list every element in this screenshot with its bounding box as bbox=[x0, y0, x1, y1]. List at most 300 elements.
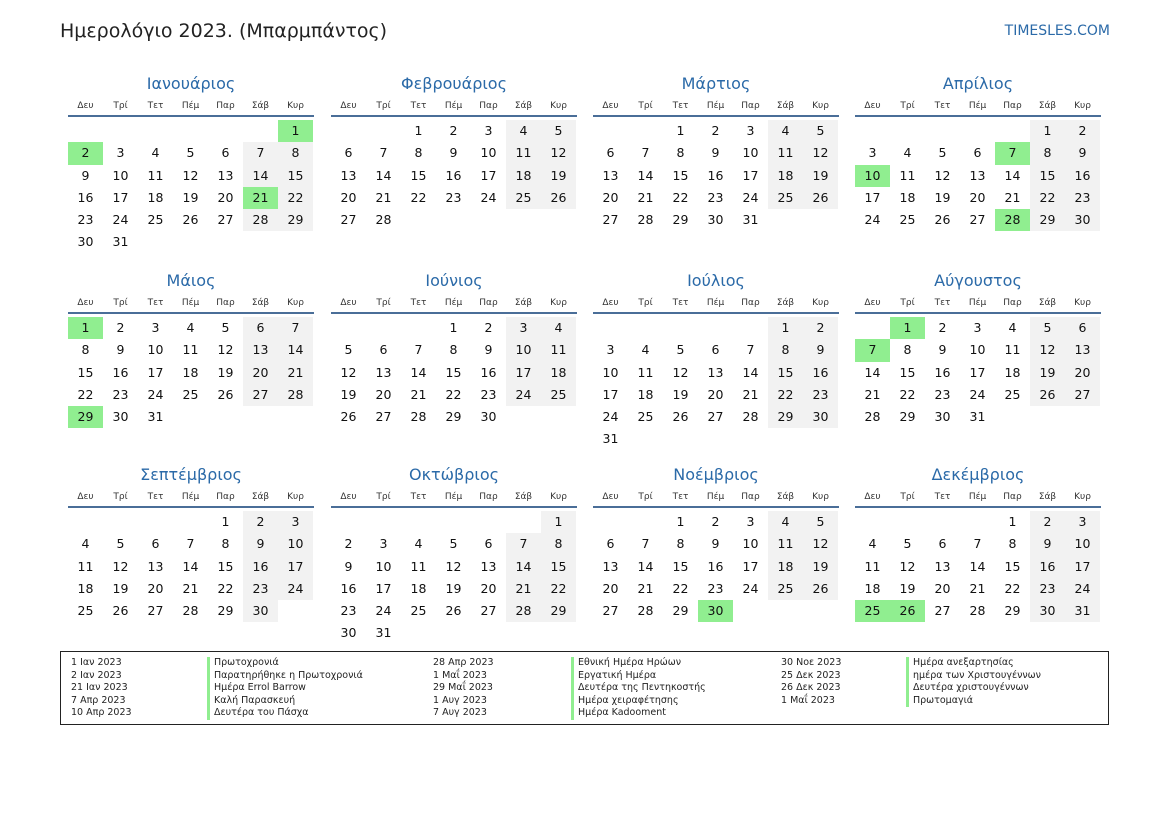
day-cell: 22 bbox=[672, 189, 689, 205]
day-cell: 13 bbox=[602, 558, 619, 574]
weekday-label: Τρί bbox=[900, 101, 915, 111]
empty-cell bbox=[995, 120, 1030, 142]
weekday-label: Παρ bbox=[1003, 298, 1022, 308]
day-cell: 5 bbox=[938, 145, 947, 161]
day-cell: 11 bbox=[768, 533, 803, 555]
day-cell: 14 bbox=[506, 556, 541, 578]
day-cell: 19 bbox=[112, 580, 129, 596]
day-cell: 3 bbox=[278, 511, 313, 533]
day-cell: 25 bbox=[541, 384, 576, 406]
day-cell: 16 bbox=[340, 580, 357, 596]
holiday-day: 1 bbox=[68, 317, 103, 339]
weekday-label: Τετ bbox=[934, 101, 951, 111]
weekday-label: Πέμ bbox=[968, 101, 987, 111]
day-cell: 13 bbox=[934, 558, 951, 574]
day-cell: 26 bbox=[112, 603, 129, 619]
day-cell: 5 bbox=[344, 342, 353, 358]
day-cell: 30 bbox=[480, 409, 497, 425]
day-cell: 31 bbox=[147, 409, 164, 425]
holiday-day: 1 bbox=[890, 317, 925, 339]
day-cell: 24 bbox=[506, 384, 541, 406]
day-cell: 25 bbox=[147, 212, 164, 228]
weekday-label: Τρί bbox=[638, 298, 653, 308]
empty-cell bbox=[628, 511, 663, 533]
weekday-header bbox=[331, 491, 577, 508]
empty-cell bbox=[506, 511, 541, 533]
day-cell: 26 bbox=[541, 187, 576, 209]
day-cell: 14 bbox=[278, 339, 313, 361]
day-cell: 9 bbox=[116, 342, 125, 358]
weekday-label: Παρ bbox=[479, 101, 498, 111]
month-name: Δεκέμβριος bbox=[931, 465, 1025, 484]
day-cell: 5 bbox=[541, 120, 576, 142]
day-cell: 12 bbox=[217, 342, 234, 358]
weekday-label: Πέμ bbox=[181, 298, 200, 308]
day-cell: 17 bbox=[506, 362, 541, 384]
day-cell: 3 bbox=[746, 514, 755, 529]
day-cell: 2 bbox=[449, 123, 458, 138]
day-cell: 27 bbox=[602, 212, 619, 228]
day-grid bbox=[331, 511, 577, 645]
day-cell: 23 bbox=[340, 603, 357, 619]
weekday-label: Σάβ bbox=[1038, 101, 1057, 111]
weekday-label: Κυρ bbox=[812, 492, 829, 502]
empty-cell bbox=[173, 120, 208, 142]
day-cell: 19 bbox=[182, 189, 199, 205]
empty-cell bbox=[698, 317, 733, 339]
weekday-label: Σάβ bbox=[251, 101, 270, 111]
day-cell: 1 bbox=[768, 317, 803, 339]
day-cell: 7 bbox=[278, 317, 313, 339]
day-cell: 24 bbox=[112, 212, 129, 228]
day-cell: 19 bbox=[899, 580, 916, 596]
day-cell: 10 bbox=[969, 342, 986, 358]
month-name: Μάιος bbox=[166, 271, 216, 290]
day-cell: 22 bbox=[217, 580, 234, 596]
day-cell: 8 bbox=[221, 536, 230, 552]
day-cell: 16 bbox=[1030, 556, 1065, 578]
weekday-label: Τρί bbox=[376, 492, 391, 502]
day-cell: 18 bbox=[768, 556, 803, 578]
day-cell: 24 bbox=[278, 578, 313, 600]
day-grid bbox=[593, 317, 839, 451]
day-cell: 18 bbox=[541, 362, 576, 384]
day-cell: 5 bbox=[803, 511, 838, 533]
weekday-header bbox=[68, 297, 314, 314]
day-cell: 7 bbox=[243, 142, 278, 164]
holiday-date: 1 Ιαν 2023 bbox=[71, 657, 122, 668]
day-cell: 27 bbox=[602, 603, 619, 619]
day-cell: 27 bbox=[969, 212, 986, 228]
day-cell: 12 bbox=[899, 558, 916, 574]
day-cell: 2 bbox=[344, 536, 353, 552]
day-cell: 8 bbox=[1030, 142, 1065, 164]
weekday-label: Δευ bbox=[602, 492, 619, 502]
weekday-label: Παρ bbox=[741, 298, 760, 308]
day-cell: 14 bbox=[182, 558, 199, 574]
day-cell: 23 bbox=[243, 578, 278, 600]
day-cell: 15 bbox=[445, 364, 462, 380]
day-cell: 20 bbox=[602, 580, 619, 596]
holiday-date: 30 Νοε 2023 bbox=[781, 657, 842, 668]
weekday-label: Πέμ bbox=[181, 101, 200, 111]
day-cell: 28 bbox=[410, 409, 427, 425]
month-calendar bbox=[331, 270, 577, 428]
empty-cell bbox=[138, 120, 173, 142]
holiday-date: 2 Ιαν 2023 bbox=[71, 669, 122, 681]
day-cell: 2 bbox=[711, 123, 720, 138]
day-cell: 17 bbox=[480, 167, 497, 183]
day-cell: 24 bbox=[147, 386, 164, 402]
day-cell: 28 bbox=[278, 384, 313, 406]
day-cell: 27 bbox=[1065, 384, 1100, 406]
day-cell: 13 bbox=[969, 167, 986, 183]
holiday-name: Καλή Παρασκευή bbox=[207, 695, 295, 708]
day-cell: 15 bbox=[899, 364, 916, 380]
day-cell: 2 bbox=[711, 514, 720, 529]
day-cell: 9 bbox=[344, 558, 353, 574]
weekday-label: Πέμ bbox=[706, 101, 725, 111]
weekday-label: Τετ bbox=[672, 101, 689, 111]
day-cell: 29 bbox=[1004, 603, 1021, 619]
day-cell: 1 bbox=[676, 514, 685, 529]
month-name: Νοέμβριος bbox=[673, 465, 759, 484]
weekday-label: Τετ bbox=[147, 492, 164, 502]
day-cell: 7 bbox=[746, 342, 755, 358]
day-cell: 16 bbox=[1065, 165, 1100, 187]
month-name: Ιούλιος bbox=[687, 271, 745, 290]
day-cell: 1 bbox=[221, 514, 230, 529]
day-cell: 21 bbox=[637, 189, 654, 205]
empty-cell bbox=[68, 511, 103, 533]
weekday-label: Τετ bbox=[934, 298, 951, 308]
day-cell: 17 bbox=[147, 364, 164, 380]
day-cell: 6 bbox=[243, 317, 278, 339]
day-cell: 1 bbox=[449, 320, 458, 335]
day-cell: 3 bbox=[1065, 511, 1100, 533]
day-cell: 10 bbox=[506, 339, 541, 361]
day-cell: 14 bbox=[637, 558, 654, 574]
weekday-label: Δευ bbox=[340, 101, 357, 111]
day-grid bbox=[68, 511, 314, 622]
day-cell: 28 bbox=[864, 409, 881, 425]
month-name: Φεβρουάριος bbox=[401, 74, 507, 93]
weekday-label: Πέμ bbox=[706, 298, 725, 308]
weekday-label: Τρί bbox=[376, 298, 391, 308]
weekday-label: Τρί bbox=[638, 492, 653, 502]
empty-cell bbox=[593, 511, 628, 533]
day-cell: 6 bbox=[379, 342, 388, 358]
weekday-label: Κυρ bbox=[812, 298, 829, 308]
day-cell: 27 bbox=[707, 409, 724, 425]
day-cell: 12 bbox=[934, 167, 951, 183]
day-cell: 23 bbox=[1030, 578, 1065, 600]
day-cell: 7 bbox=[641, 145, 650, 161]
day-grid bbox=[68, 317, 314, 428]
day-cell: 14 bbox=[637, 167, 654, 183]
day-cell: 19 bbox=[445, 580, 462, 596]
weekday-label: Παρ bbox=[741, 101, 760, 111]
day-cell: 15 bbox=[410, 167, 427, 183]
day-cell: 31 bbox=[602, 431, 619, 447]
day-cell: 13 bbox=[375, 364, 392, 380]
day-cell: 5 bbox=[186, 145, 195, 161]
day-cell: 12 bbox=[112, 558, 129, 574]
day-cell: 25 bbox=[768, 187, 803, 209]
day-cell: 8 bbox=[676, 145, 685, 161]
weekday-label: Τρί bbox=[376, 101, 391, 111]
day-cell: 25 bbox=[182, 386, 199, 402]
weekday-label: Δευ bbox=[77, 298, 94, 308]
weekday-label: Πέμ bbox=[444, 298, 463, 308]
day-cell: 5 bbox=[449, 536, 458, 552]
weekday-label: Δευ bbox=[340, 298, 357, 308]
day-cell: 21 bbox=[182, 580, 199, 596]
day-cell: 29 bbox=[768, 406, 803, 428]
weekday-label: Δευ bbox=[602, 298, 619, 308]
day-cell: 10 bbox=[112, 167, 129, 183]
day-cell: 23 bbox=[112, 386, 129, 402]
day-cell: 27 bbox=[243, 384, 278, 406]
day-cell: 30 bbox=[243, 600, 278, 622]
day-cell: 3 bbox=[484, 123, 493, 138]
weekday-label: Σάβ bbox=[776, 101, 795, 111]
day-cell: 4 bbox=[506, 120, 541, 142]
day-cell: 16 bbox=[934, 364, 951, 380]
day-cell: 11 bbox=[506, 142, 541, 164]
day-cell: 8 bbox=[903, 342, 912, 358]
day-cell: 20 bbox=[340, 189, 357, 205]
day-cell: 20 bbox=[375, 386, 392, 402]
day-cell: 18 bbox=[147, 189, 164, 205]
day-cell: 4 bbox=[641, 342, 650, 358]
weekday-label: Τετ bbox=[410, 101, 427, 111]
empty-cell bbox=[366, 317, 401, 339]
empty-cell bbox=[925, 120, 960, 142]
day-cell: 8 bbox=[81, 342, 90, 358]
day-cell: 10 bbox=[1065, 533, 1100, 555]
day-grid bbox=[331, 317, 577, 428]
month-calendar bbox=[68, 73, 314, 254]
day-cell: 13 bbox=[147, 558, 164, 574]
day-cell: 5 bbox=[903, 536, 912, 552]
day-cell: 13 bbox=[480, 558, 497, 574]
day-grid bbox=[331, 120, 577, 231]
day-cell: 4 bbox=[186, 320, 195, 335]
holiday-date: 1 Αυγ 2023 bbox=[433, 694, 487, 706]
day-cell: 18 bbox=[637, 386, 654, 402]
day-cell: 30 bbox=[340, 625, 357, 641]
day-cell: 9 bbox=[938, 342, 947, 358]
day-cell: 11 bbox=[541, 339, 576, 361]
day-cell: 2 bbox=[938, 320, 947, 335]
day-cell: 9 bbox=[243, 533, 278, 555]
day-cell: 22 bbox=[77, 386, 94, 402]
day-cell: 18 bbox=[77, 580, 94, 596]
day-cell: 29 bbox=[672, 603, 689, 619]
day-cell: 29 bbox=[278, 209, 313, 231]
weekday-label: Παρ bbox=[1003, 101, 1022, 111]
holiday-name: Δευτέρα του Πάσχα bbox=[207, 707, 309, 720]
day-cell: 16 bbox=[707, 167, 724, 183]
day-cell: 8 bbox=[1008, 536, 1017, 552]
day-cell: 14 bbox=[243, 165, 278, 187]
weekday-label: Τετ bbox=[410, 492, 427, 502]
day-cell: 31 bbox=[969, 409, 986, 425]
day-cell: 25 bbox=[637, 409, 654, 425]
day-cell: 23 bbox=[934, 386, 951, 402]
day-cell: 30 bbox=[1065, 209, 1100, 231]
weekday-label: Πέμ bbox=[706, 492, 725, 502]
day-cell: 6 bbox=[344, 145, 353, 161]
day-cell: 10 bbox=[742, 536, 759, 552]
day-cell: 21 bbox=[1004, 189, 1021, 205]
empty-cell bbox=[208, 120, 243, 142]
day-cell: 5 bbox=[116, 536, 125, 552]
day-cell: 13 bbox=[217, 167, 234, 183]
weekday-label: Σάβ bbox=[251, 492, 270, 502]
day-cell: 4 bbox=[903, 145, 912, 161]
day-cell: 15 bbox=[278, 165, 313, 187]
holiday-day: 26 bbox=[890, 600, 925, 622]
day-cell: 30 bbox=[112, 409, 129, 425]
day-cell: 16 bbox=[707, 558, 724, 574]
day-cell: 11 bbox=[77, 558, 94, 574]
day-cell: 24 bbox=[480, 189, 497, 205]
month-calendar bbox=[855, 464, 1101, 622]
day-cell: 12 bbox=[672, 364, 689, 380]
day-cell: 15 bbox=[672, 167, 689, 183]
empty-cell bbox=[103, 120, 138, 142]
weekday-header bbox=[331, 297, 577, 314]
day-cell: 9 bbox=[711, 536, 720, 552]
day-cell: 13 bbox=[243, 339, 278, 361]
month-calendar bbox=[855, 73, 1101, 231]
weekday-header bbox=[855, 100, 1101, 117]
day-cell: 19 bbox=[541, 165, 576, 187]
day-cell: 11 bbox=[147, 167, 164, 183]
weekday-label: Σάβ bbox=[514, 492, 533, 502]
day-cell: 30 bbox=[803, 406, 838, 428]
day-cell: 29 bbox=[541, 600, 576, 622]
day-cell: 25 bbox=[899, 212, 916, 228]
day-cell: 9 bbox=[1030, 533, 1065, 555]
day-cell: 6 bbox=[1065, 317, 1100, 339]
day-cell: 21 bbox=[375, 189, 392, 205]
day-cell: 25 bbox=[77, 603, 94, 619]
day-cell: 24 bbox=[742, 580, 759, 596]
day-cell: 31 bbox=[1065, 600, 1100, 622]
day-cell: 11 bbox=[1004, 342, 1021, 358]
day-cell: 6 bbox=[151, 536, 160, 552]
day-grid bbox=[593, 511, 839, 622]
empty-cell bbox=[68, 120, 103, 142]
weekday-header bbox=[68, 491, 314, 508]
day-cell: 10 bbox=[278, 533, 313, 555]
day-cell: 31 bbox=[375, 625, 392, 641]
day-cell: 16 bbox=[243, 556, 278, 578]
day-cell: 24 bbox=[1065, 578, 1100, 600]
day-cell: 26 bbox=[1030, 384, 1065, 406]
day-cell: 14 bbox=[1004, 167, 1021, 183]
weekday-label: Πέμ bbox=[968, 492, 987, 502]
day-cell: 16 bbox=[803, 362, 838, 384]
day-cell: 15 bbox=[672, 558, 689, 574]
holiday-name: ημέρα των Χριστουγέννων bbox=[906, 670, 1041, 683]
day-cell: 6 bbox=[221, 145, 230, 161]
day-cell: 14 bbox=[375, 167, 392, 183]
day-cell: 28 bbox=[506, 600, 541, 622]
day-cell: 27 bbox=[340, 212, 357, 228]
month-name: Αύγουστος bbox=[934, 271, 1022, 290]
month-calendar bbox=[331, 73, 577, 231]
day-cell: 9 bbox=[711, 145, 720, 161]
day-cell: 17 bbox=[375, 580, 392, 596]
empty-cell bbox=[890, 511, 925, 533]
day-cell: 14 bbox=[742, 364, 759, 380]
month-name: Οκτώβριος bbox=[408, 465, 499, 484]
brand-link[interactable]: TIMESLES.COM bbox=[1004, 23, 1110, 39]
holiday-date: 26 Δεκ 2023 bbox=[781, 682, 841, 694]
weekday-header bbox=[593, 100, 839, 117]
day-cell: 12 bbox=[541, 142, 576, 164]
month-calendar bbox=[68, 270, 314, 428]
day-cell: 27 bbox=[375, 409, 392, 425]
weekday-label: Παρ bbox=[741, 492, 760, 502]
holiday-name: Πρωτομαγιά bbox=[906, 695, 973, 708]
day-cell: 20 bbox=[1065, 362, 1100, 384]
day-cell: 22 bbox=[541, 578, 576, 600]
day-cell: 15 bbox=[541, 556, 576, 578]
day-cell: 20 bbox=[217, 189, 234, 205]
day-cell: 21 bbox=[742, 386, 759, 402]
weekday-label: Σάβ bbox=[514, 298, 533, 308]
day-cell: 16 bbox=[112, 364, 129, 380]
day-cell: 26 bbox=[445, 603, 462, 619]
day-cell: 22 bbox=[768, 384, 803, 406]
day-cell: 26 bbox=[217, 386, 234, 402]
day-cell: 13 bbox=[707, 364, 724, 380]
day-cell: 18 bbox=[182, 364, 199, 380]
day-cell: 17 bbox=[742, 167, 759, 183]
day-cell: 4 bbox=[768, 511, 803, 533]
day-cell: 3 bbox=[606, 342, 615, 358]
weekday-label: Παρ bbox=[216, 101, 235, 111]
day-cell: 19 bbox=[803, 165, 838, 187]
day-cell: 1 bbox=[1008, 514, 1017, 529]
day-cell: 30 bbox=[707, 212, 724, 228]
day-cell: 5 bbox=[221, 320, 230, 335]
empty-cell bbox=[103, 511, 138, 533]
weekday-label: Κυρ bbox=[287, 101, 304, 111]
day-cell: 20 bbox=[934, 580, 951, 596]
day-cell: 1 bbox=[541, 511, 576, 533]
day-cell: 23 bbox=[445, 189, 462, 205]
day-cell: 8 bbox=[449, 342, 458, 358]
weekday-label: Δευ bbox=[77, 492, 94, 502]
weekday-label: Κυρ bbox=[1074, 492, 1091, 502]
day-cell: 24 bbox=[602, 409, 619, 425]
day-cell: 21 bbox=[278, 362, 313, 384]
empty-cell bbox=[628, 317, 663, 339]
holiday-name: Πρωτοχρονιά bbox=[207, 657, 279, 670]
weekday-header bbox=[593, 297, 839, 314]
day-cell: 23 bbox=[803, 384, 838, 406]
weekday-label: Δευ bbox=[864, 298, 881, 308]
day-cell: 25 bbox=[768, 578, 803, 600]
weekday-label: Πέμ bbox=[444, 101, 463, 111]
weekday-label: Κυρ bbox=[812, 101, 829, 111]
